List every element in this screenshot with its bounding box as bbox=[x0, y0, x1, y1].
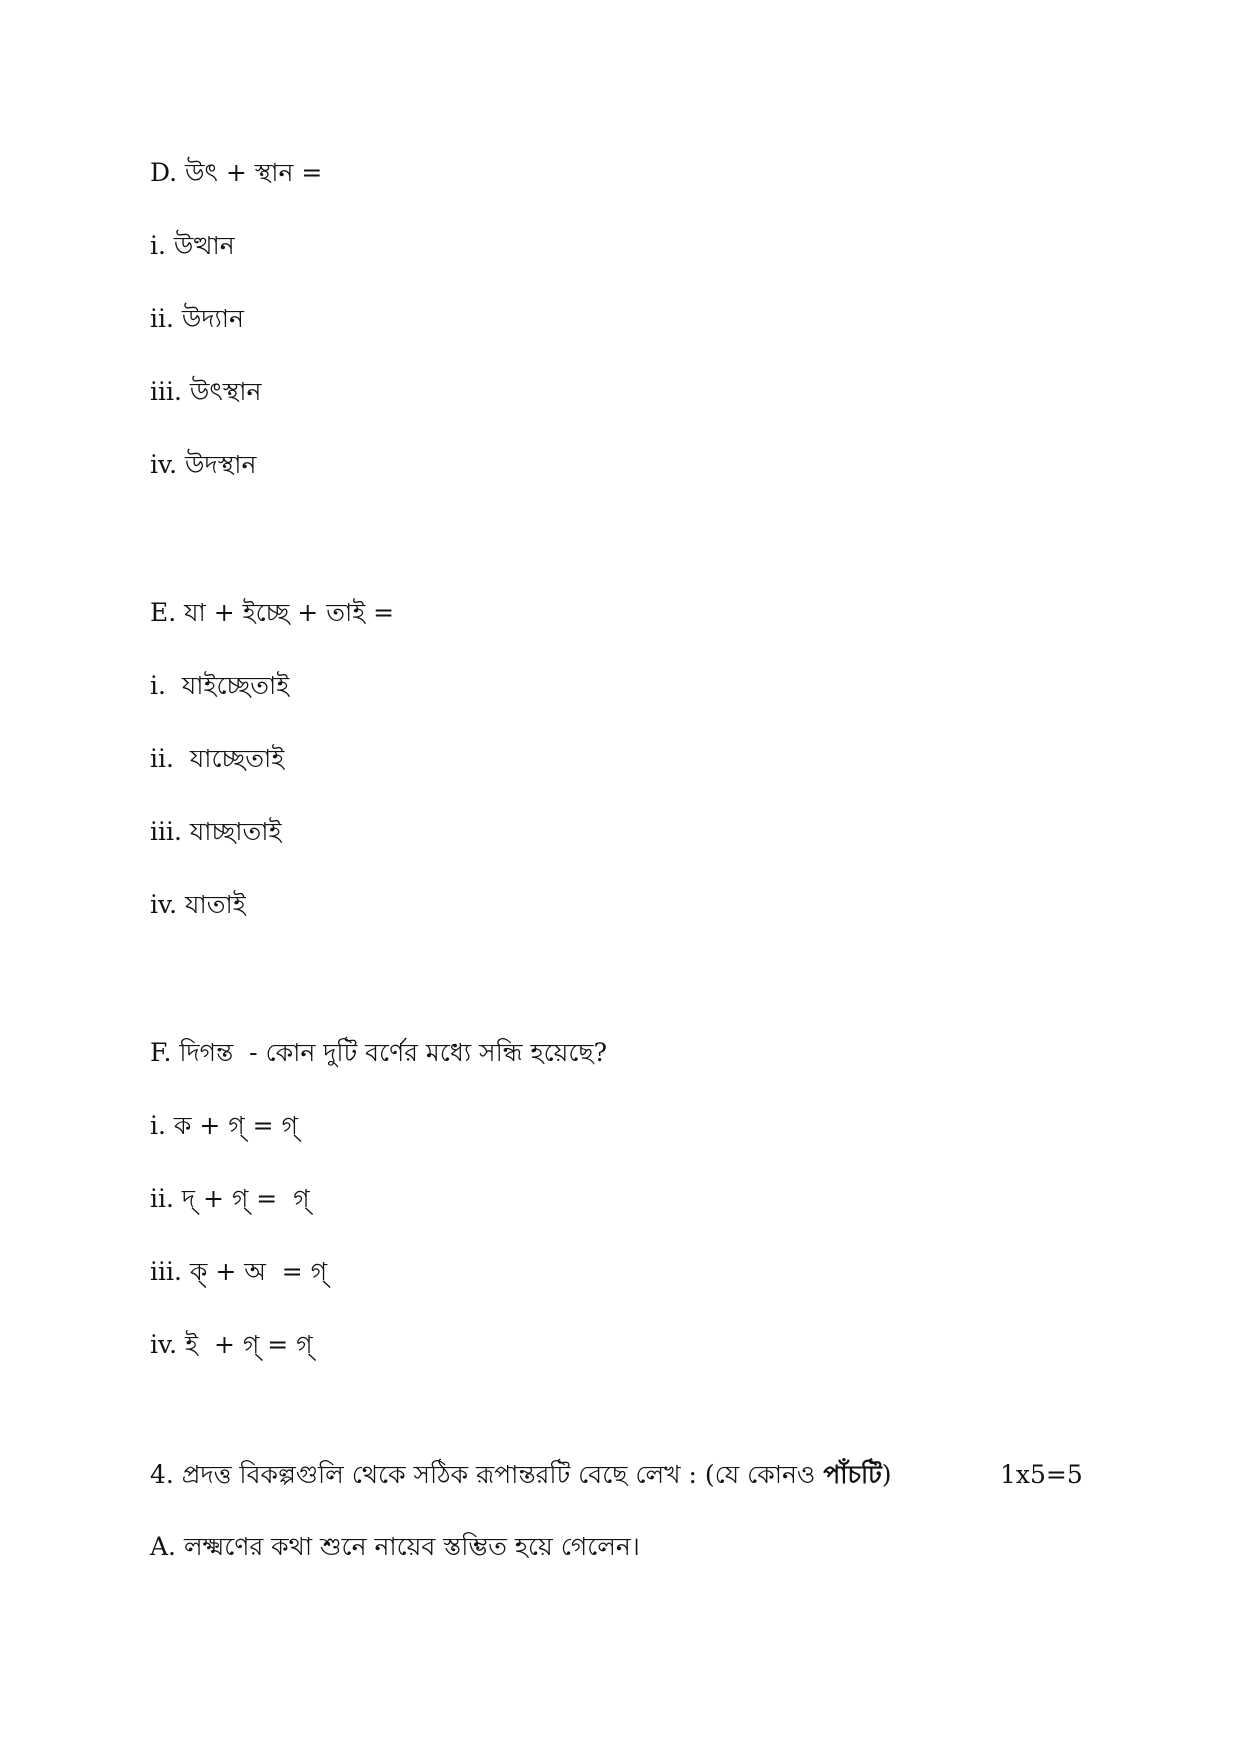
section-4-heading-emphasis: পাঁচটি bbox=[823, 1460, 882, 1489]
question-f-option-2: ii. দ্ + গ্ = গ্ bbox=[150, 1184, 310, 1213]
section-4-heading bbox=[150, 1458, 892, 1492]
question-f-option-3: iii. ক্ + অ = গ্ bbox=[150, 1257, 328, 1286]
section-4-item-a: A. লক্ষ্মণের কথা শুনে নায়েব স্তম্ভিত হয়ে গেলেন। bbox=[150, 1532, 640, 1561]
question-f-prompt: F. দিগন্ত - কোন দুটি বর্ণের মধ্যে সন্ধি হয়েছে? bbox=[150, 1038, 607, 1067]
question-d-option-2: ii. উদ্যান bbox=[150, 304, 244, 333]
question-e-prompt: E. যা + ইচ্ছে + তাই = bbox=[150, 598, 395, 627]
question-f-option-1: i. ক + গ্ = গ্ bbox=[150, 1111, 299, 1140]
section-4-heading-close: ) bbox=[881, 1460, 892, 1489]
section-4-heading-text: 4. প্রদত্ত বিকল্পগুলি থেকে সঠিক রূপান্তরটি বেছে লেখ : (যে কোনও bbox=[150, 1460, 824, 1489]
question-f-option-4: iv. ই + গ্ = গ্ bbox=[150, 1330, 313, 1359]
question-d-option-3: iii. উৎস্থান bbox=[150, 377, 262, 406]
question-e-option-2: ii. যাচ্ছেতাই bbox=[150, 744, 285, 773]
question-d-option-1: i. উত্থান bbox=[150, 231, 235, 260]
question-e-option-1: i. যাইচ্ছেতাই bbox=[150, 671, 290, 700]
question-e-option-4: iv. যাতাই bbox=[150, 890, 246, 919]
question-e-option-3: iii. যাচ্ছাতাই bbox=[150, 817, 282, 846]
question-d-option-4: iv. উদস্থান bbox=[150, 450, 257, 479]
question-d-prompt: D. উৎ + স্থান = bbox=[150, 158, 323, 187]
section-4-marks: 1x5=5 bbox=[1000, 1460, 1083, 1489]
